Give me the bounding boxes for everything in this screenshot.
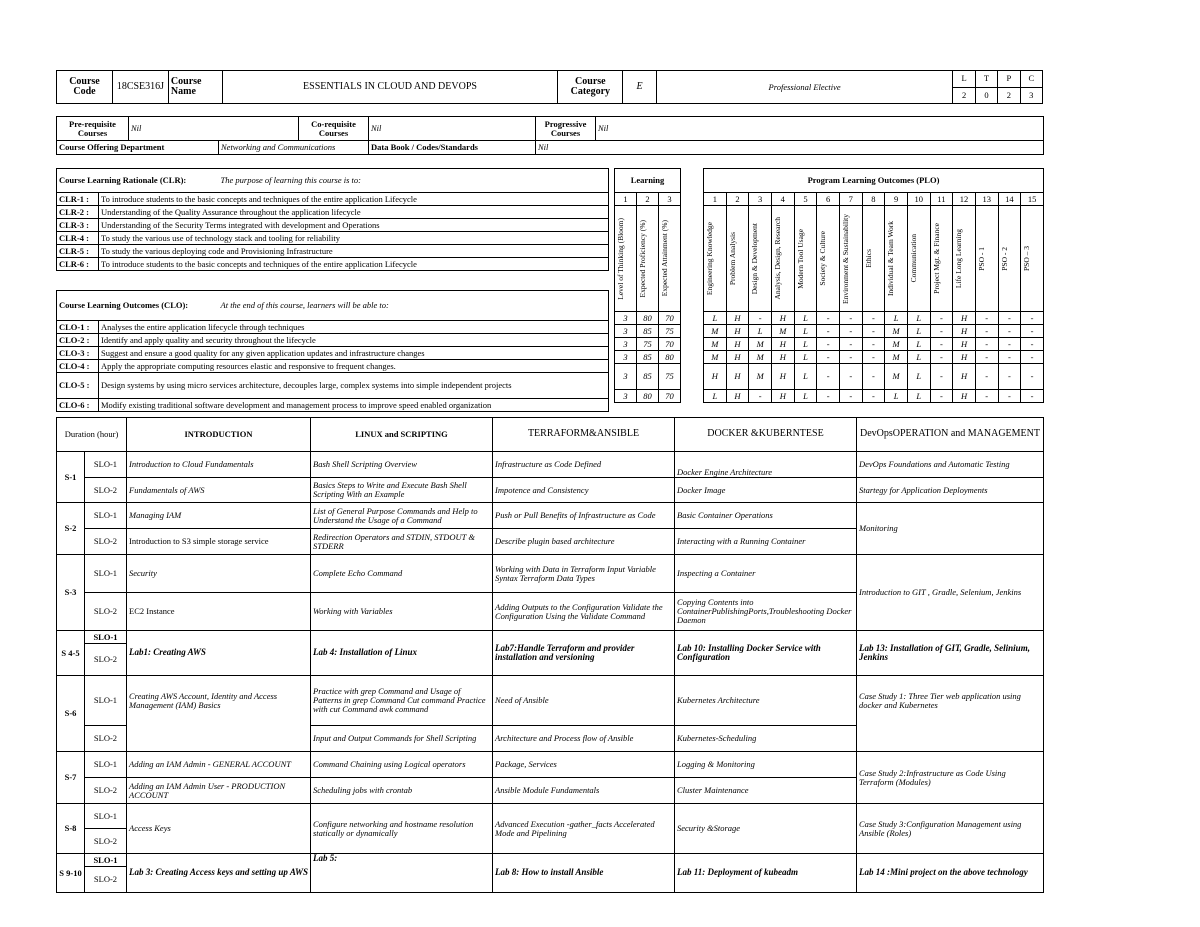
plo-value: - bbox=[862, 338, 885, 351]
unit-header: LINUX and SCRIPTING bbox=[311, 418, 493, 452]
plo-label: Individual & Team Work bbox=[886, 220, 896, 297]
course-category: E bbox=[623, 71, 657, 104]
plo-num: 4 bbox=[771, 193, 794, 206]
plo-value: - bbox=[862, 390, 885, 403]
clr-purpose: The purpose of learning this course is to: bbox=[219, 169, 609, 193]
unit-header: TERRAFORM&ANSIBLE bbox=[493, 418, 675, 452]
clo-code: CLO-5 : bbox=[57, 373, 99, 399]
topic-cell: Architecture and Process flow of Ansible bbox=[493, 726, 675, 752]
plo-label: Communication bbox=[908, 234, 918, 283]
ltpc-header: P bbox=[998, 71, 1020, 88]
plo-value: H bbox=[953, 312, 976, 325]
learning-value: 3 bbox=[615, 325, 637, 338]
learning-label: Expected Proficiency (%) bbox=[638, 219, 647, 298]
learning-title: Learning bbox=[615, 169, 681, 193]
topic-cell: Advanced Execution -gather_facts Accelerated Mode and Pipelining bbox=[493, 804, 675, 854]
plo-value: - bbox=[839, 338, 862, 351]
topic-cell: Configure networking and hostname resolution statically or dynamically bbox=[311, 804, 493, 854]
clr-code: CLR-6 : bbox=[57, 258, 99, 271]
plo-value: - bbox=[998, 390, 1021, 403]
clr-text: Understanding of the Security Terms integrated with development and Operations bbox=[99, 219, 609, 232]
plo-value: - bbox=[817, 364, 840, 390]
topic-cell: Docker Engine Architecture bbox=[675, 452, 857, 478]
plo-value: L bbox=[794, 351, 817, 364]
topic-cell: Startegy for Application Deployments bbox=[857, 478, 1044, 503]
ltpc-header: L bbox=[953, 71, 975, 88]
plo-label: Design & Development bbox=[750, 222, 760, 295]
plo-value: H bbox=[771, 312, 794, 325]
clr-text: To introduce students to the basic concepts and techniques of the entire application Lifecycle bbox=[99, 258, 609, 271]
plo-value: L bbox=[794, 390, 817, 403]
lab-cell: Lab 5: bbox=[311, 854, 493, 893]
progressive-value: Nil bbox=[596, 117, 1044, 141]
plo-value: L bbox=[794, 312, 817, 325]
plo-value: - bbox=[862, 325, 885, 338]
plo-value: - bbox=[1021, 325, 1044, 338]
plo-num: 11 bbox=[930, 193, 953, 206]
plo-label: Society & Culture bbox=[818, 231, 828, 286]
slo-label: SLO-2 bbox=[85, 478, 127, 503]
plo-value: - bbox=[998, 338, 1021, 351]
plo-label: Environment & Sustainability bbox=[840, 213, 850, 304]
lab-cell: Lab 11: Deployment of kubeadm bbox=[675, 854, 857, 893]
slo-label: SLO-1 bbox=[85, 854, 127, 867]
plo-value: - bbox=[930, 364, 953, 390]
plo-label: Project Mgt. & Finance bbox=[931, 223, 941, 294]
topic-cell: Input and Output Commands for Shell Scripting bbox=[311, 726, 493, 752]
plo-value: H bbox=[771, 390, 794, 403]
learning-num: 3 bbox=[659, 193, 681, 206]
clr-code: CLR-5 : bbox=[57, 245, 99, 258]
topic-cell: Package, Services bbox=[493, 752, 675, 778]
course-header-table bbox=[56, 70, 1043, 104]
session-label: S-6 bbox=[57, 676, 85, 752]
plo-value: - bbox=[817, 351, 840, 364]
clo-code: CLO-1 : bbox=[57, 321, 99, 334]
slo-label: SLO-1 bbox=[85, 452, 127, 478]
databook-label: Data Book / Codes/Standards bbox=[369, 141, 536, 155]
clr-header: Course Learning Rationale (CLR): bbox=[57, 169, 219, 193]
plo-num: 15 bbox=[1021, 193, 1044, 206]
plo-value: H bbox=[953, 364, 976, 390]
topic-cell: Monitoring bbox=[857, 503, 1044, 555]
lab-cell: Lab 8: How to install Ansible bbox=[493, 854, 675, 893]
plo-value: M bbox=[885, 351, 908, 364]
clo-text: Analyses the entire application lifecycle through techniques bbox=[99, 321, 609, 334]
clr-text: To introduce students to the basic concepts and techniques of the entire application Lifecycle bbox=[99, 193, 609, 206]
slo-label: SLO-2 bbox=[85, 644, 127, 676]
plo-value: M bbox=[704, 351, 727, 364]
topic-cell: Inspecting a Container bbox=[675, 555, 857, 593]
learning-value: 70 bbox=[659, 390, 681, 403]
slo-label: SLO-2 bbox=[85, 593, 127, 631]
plo-value: M bbox=[749, 351, 772, 364]
plo-value: - bbox=[930, 390, 953, 403]
ltpc-header: T bbox=[975, 71, 997, 88]
slo-label: SLO-2 bbox=[85, 829, 127, 854]
slo-label: SLO-1 bbox=[85, 555, 127, 593]
plo-value: - bbox=[817, 312, 840, 325]
slo-label: SLO-2 bbox=[85, 726, 127, 752]
topic-cell: Creating AWS Account, Identity and Access Management (IAM) Basics bbox=[127, 676, 311, 752]
plo-value: H bbox=[704, 364, 727, 390]
plo-value: H bbox=[771, 338, 794, 351]
plo-title: Program Learning Outcomes (PLO) bbox=[704, 169, 1044, 193]
unit-header: DevOpsOPERATION and MANAGEMENT bbox=[857, 418, 1044, 452]
topic-cell: Need of Ansible bbox=[493, 676, 675, 726]
topic-cell: Command Chaining using Logical operators bbox=[311, 752, 493, 778]
plo-value: M bbox=[885, 338, 908, 351]
lab-cell: Lab 3: Creating Access keys and setting up AWS bbox=[127, 854, 311, 893]
session-label: S 4-5 bbox=[57, 631, 85, 676]
learning-num: 1 bbox=[615, 193, 637, 206]
topic-cell: Logging & Monitoring bbox=[675, 752, 857, 778]
ltpc-value: 2 bbox=[998, 87, 1020, 104]
plo-value: - bbox=[1021, 338, 1044, 351]
plo-value: - bbox=[839, 351, 862, 364]
plo-value: M bbox=[885, 325, 908, 338]
schedule-table bbox=[56, 417, 1044, 893]
plo-value: - bbox=[975, 338, 998, 351]
topic-cell: Ansible Module Fundamentals bbox=[493, 778, 675, 804]
plo-value: - bbox=[1021, 364, 1044, 390]
plo-value: H bbox=[953, 351, 976, 364]
plo-value: L bbox=[704, 390, 727, 403]
topic-cell: Security bbox=[127, 555, 311, 593]
plo-value: H bbox=[726, 390, 749, 403]
plo-value: H bbox=[771, 351, 794, 364]
plo-num: 12 bbox=[953, 193, 976, 206]
plo-value: M bbox=[749, 364, 772, 390]
topic-cell: List of General Purpose Commands and Help to Understand the Usage of a Command bbox=[311, 503, 493, 529]
plo-num: 10 bbox=[907, 193, 930, 206]
plo-value: - bbox=[998, 325, 1021, 338]
ltpc-value: 0 bbox=[975, 87, 997, 104]
plo-label: Modern Tool Usage bbox=[795, 228, 805, 289]
course-code-label: Course Code bbox=[57, 71, 113, 104]
learning-value: 3 bbox=[615, 351, 637, 364]
plo-label: Engineering Knowledge bbox=[705, 221, 714, 296]
clr-clo-table bbox=[56, 168, 609, 412]
plo-num: 5 bbox=[794, 193, 817, 206]
plo-value: L bbox=[794, 325, 817, 338]
plo-value: L bbox=[907, 338, 930, 351]
plo-value: - bbox=[998, 351, 1021, 364]
slo-label: SLO-1 bbox=[85, 631, 127, 644]
plo-value: H bbox=[771, 364, 794, 390]
plo-value: - bbox=[1021, 312, 1044, 325]
clr-code: CLR-4 : bbox=[57, 232, 99, 245]
prereq-label: Pre-requisite Courses bbox=[57, 117, 129, 141]
topic-cell: Adding Outputs to the Configuration Validate the Configuration Using the Validate Command bbox=[493, 593, 675, 631]
slo-label: SLO-1 bbox=[85, 676, 127, 726]
plo-value: M bbox=[885, 364, 908, 390]
topic-cell: Redirection Operators and STDIN, STDOUT & STDERR bbox=[311, 529, 493, 555]
learning-value: 75 bbox=[637, 338, 659, 351]
clr-code: CLR-1 : bbox=[57, 193, 99, 206]
plo-value: - bbox=[998, 364, 1021, 390]
plo-value: L bbox=[907, 312, 930, 325]
course-name-label: Course Name bbox=[168, 71, 222, 104]
clo-code: CLO-3 : bbox=[57, 347, 99, 360]
learning-value: 75 bbox=[659, 364, 681, 390]
topic-cell: Scheduling jobs with crontab bbox=[311, 778, 493, 804]
topic-cell: Complete Echo Command bbox=[311, 555, 493, 593]
learning-value: 70 bbox=[659, 312, 681, 325]
learning-value: 80 bbox=[637, 390, 659, 403]
plo-num: 13 bbox=[975, 193, 998, 206]
ltpc-header: C bbox=[1020, 71, 1042, 88]
session-label: S-2 bbox=[57, 503, 85, 555]
learning-value: 3 bbox=[615, 390, 637, 403]
ltpc-value: 3 bbox=[1020, 87, 1042, 104]
plo-label: PSO - 2 bbox=[999, 246, 1009, 271]
duration-header: Duration (hour) bbox=[57, 418, 127, 452]
topic-cell: Case Study 3:Configuration Management using Ansible (Roles) bbox=[857, 804, 1044, 854]
lab-cell: Lab 4: Installation of Linux bbox=[311, 631, 493, 676]
plo-value: - bbox=[862, 364, 885, 390]
session-label: S-7 bbox=[57, 752, 85, 804]
plo-value: L bbox=[885, 312, 908, 325]
plo-value: H bbox=[726, 312, 749, 325]
topic-cell: Case Study 2:Infrastructure as Code Using Terraform (Modules) bbox=[857, 752, 1044, 804]
learning-value: 85 bbox=[637, 364, 659, 390]
plo-value: - bbox=[998, 312, 1021, 325]
learning-value: 80 bbox=[637, 312, 659, 325]
course-type: Professional Elective bbox=[656, 71, 953, 104]
plo-value: - bbox=[975, 325, 998, 338]
plo-num: 2 bbox=[726, 193, 749, 206]
plo-value: H bbox=[953, 390, 976, 403]
clo-text: Identify and apply quality and security throughout the lifecycle bbox=[99, 334, 609, 347]
topic-cell: Managing IAM bbox=[127, 503, 311, 529]
learning-label: Expected Attainment (%) bbox=[660, 220, 669, 297]
lab-cell: Lab 13: Installation of GIT, Gradle, Selinium, Jenkins bbox=[857, 631, 1044, 676]
plo-value: L bbox=[907, 364, 930, 390]
topic-cell: Practice with grep Command and Usage of Patterns in grep Command Cut command Practice with cut Command awk command bbox=[311, 676, 493, 726]
learning-num: 2 bbox=[637, 193, 659, 206]
topic-cell: Basic Container Operations bbox=[675, 503, 857, 529]
topic-cell: Working with Data in Terraform Input Variable Syntax Terraform Data Types bbox=[493, 555, 675, 593]
session-label: S-1 bbox=[57, 452, 85, 503]
plo-value: - bbox=[749, 390, 772, 403]
topic-cell: Security &Storage bbox=[675, 804, 857, 854]
plo-num: 3 bbox=[749, 193, 772, 206]
learning-value: 85 bbox=[637, 325, 659, 338]
learning-label: Level of Thinking (Bloom) bbox=[616, 217, 625, 300]
topic-cell: Introduction to Cloud Fundamentals bbox=[127, 452, 311, 478]
clr-text: To study the various deploying code and Provisioning Infrastructure bbox=[99, 245, 609, 258]
topic-cell: Copying Contents into ContainerPublishingPorts,Troubleshooting Docker Daemon bbox=[675, 593, 857, 631]
plo-num: 14 bbox=[998, 193, 1021, 206]
slo-label: SLO-1 bbox=[85, 804, 127, 829]
course-code: 18CSE316J bbox=[112, 71, 168, 104]
clo-text: Design systems by using micro services architecture, decouples large, complex systems into simple independent projects bbox=[99, 373, 609, 399]
topic-cell: Describe plugin based architecture bbox=[493, 529, 675, 555]
learning-value: 3 bbox=[615, 364, 637, 390]
prereq-value: Nil bbox=[129, 117, 299, 141]
clo-code: CLO-6 : bbox=[57, 399, 99, 412]
learning-value: 75 bbox=[659, 325, 681, 338]
plo-num: 1 bbox=[704, 193, 727, 206]
session-label: S-3 bbox=[57, 555, 85, 631]
plo-value: - bbox=[839, 390, 862, 403]
learning-value: 70 bbox=[659, 338, 681, 351]
plo-value: - bbox=[930, 312, 953, 325]
learning-value: 80 bbox=[659, 351, 681, 364]
plo-value: M bbox=[704, 325, 727, 338]
topic-cell: EC2 Instance bbox=[127, 593, 311, 631]
clr-code: CLR-3 : bbox=[57, 219, 99, 232]
lab-cell: Lab7:Handle Terraform and provider installation and versioning bbox=[493, 631, 675, 676]
plo-value: - bbox=[975, 312, 998, 325]
plo-value: H bbox=[726, 351, 749, 364]
plo-value: L bbox=[907, 390, 930, 403]
coreq-value: Nil bbox=[369, 117, 536, 141]
plo-label: Problem Analysis bbox=[727, 231, 737, 286]
clr-text: To study the various use of technology stack and tooling for reliability bbox=[99, 232, 609, 245]
plo-value: L bbox=[885, 390, 908, 403]
plo-value: - bbox=[975, 390, 998, 403]
topic-cell: DevOps Foundations and Automatic Testing bbox=[857, 452, 1044, 478]
clo-purpose: At the end of this course, learners will be able to: bbox=[219, 291, 609, 321]
plo-label: PSO – 3 bbox=[1022, 245, 1032, 271]
plo-value: - bbox=[930, 338, 953, 351]
plo-value: - bbox=[930, 351, 953, 364]
plo-value: L bbox=[907, 351, 930, 364]
prerequisite-table bbox=[56, 116, 1044, 155]
plo-label: Life Long Learning bbox=[954, 228, 964, 289]
coreq-label: Co-requisite Courses bbox=[299, 117, 369, 141]
topic-cell: Infrastructure as Code Defined bbox=[493, 452, 675, 478]
plo-value: L bbox=[704, 312, 727, 325]
topic-cell: Case Study 1: Three Tier web application using docker and Kubernetes bbox=[857, 676, 1044, 752]
lab-cell: Lab1: Creating AWS bbox=[127, 631, 311, 676]
plo-value: - bbox=[862, 312, 885, 325]
clo-text: Suggest and ensure a good quality for any given application updates and infrastructure changes bbox=[99, 347, 609, 360]
plo-label: Ethics bbox=[863, 249, 873, 268]
plo-value: - bbox=[839, 312, 862, 325]
topic-cell: Access Keys bbox=[127, 804, 311, 854]
plo-value: M bbox=[749, 338, 772, 351]
plo-value: - bbox=[839, 325, 862, 338]
learning-value: 3 bbox=[615, 312, 637, 325]
plo-value: L bbox=[907, 325, 930, 338]
topic-cell: Adding an IAM Admin - GENERAL ACCOUNT bbox=[127, 752, 311, 778]
session-label: S-8 bbox=[57, 804, 85, 854]
plo-value: - bbox=[975, 364, 998, 390]
plo-value: - bbox=[862, 351, 885, 364]
plo-value: L bbox=[794, 364, 817, 390]
plo-value: H bbox=[726, 325, 749, 338]
course-name: ESSENTIALS IN CLOUD AND DEVOPS bbox=[222, 71, 558, 104]
plo-num: 7 bbox=[839, 193, 862, 206]
clo-code: CLO-2 : bbox=[57, 334, 99, 347]
plo-value: - bbox=[817, 338, 840, 351]
dept-value: Networking and Communications bbox=[219, 141, 369, 155]
progressive-label: Progressive Courses bbox=[536, 117, 596, 141]
plo-value: M bbox=[771, 325, 794, 338]
plo-value: - bbox=[930, 325, 953, 338]
clr-text: Understanding of the Quality Assurance throughout the application lifecycle bbox=[99, 206, 609, 219]
clo-code: CLO-4 : bbox=[57, 360, 99, 373]
session-label: S 9-10 bbox=[57, 854, 85, 893]
plo-value: - bbox=[817, 325, 840, 338]
topic-cell: Introduction to GIT , Gradle, Selenium, Jenkins bbox=[857, 555, 1044, 631]
slo-label: SLO-2 bbox=[85, 867, 127, 893]
topic-cell: Push or Pull Benefits of Infrastructure as Code bbox=[493, 503, 675, 529]
plo-value: H bbox=[726, 364, 749, 390]
plo-num: 6 bbox=[817, 193, 840, 206]
topic-cell: Kubernetes-Scheduling bbox=[675, 726, 857, 752]
plo-num: 8 bbox=[862, 193, 885, 206]
plo-value: - bbox=[975, 351, 998, 364]
topic-cell: Kubernetes Architecture bbox=[675, 676, 857, 726]
plo-value: - bbox=[839, 364, 862, 390]
plo-value: - bbox=[749, 312, 772, 325]
plo-label: PSO - 1 bbox=[976, 246, 986, 271]
plo-value: M bbox=[704, 338, 727, 351]
learning-table bbox=[614, 168, 681, 403]
clo-text: Modify existing traditional software development and management process to improve speed enabled organization bbox=[99, 399, 609, 412]
slo-label: SLO-1 bbox=[85, 752, 127, 778]
slo-label: SLO-1 bbox=[85, 503, 127, 529]
slo-label: SLO-2 bbox=[85, 778, 127, 804]
plo-table bbox=[703, 168, 1044, 403]
unit-header: DOCKER &KUBERNTESE bbox=[675, 418, 857, 452]
dept-label: Course Offering Department bbox=[57, 141, 219, 155]
lab-cell: Lab 14 :Mini project on the above technology bbox=[857, 854, 1044, 893]
learning-value: 85 bbox=[637, 351, 659, 364]
plo-label: Analysis, Design, Research bbox=[772, 217, 782, 300]
plo-value: - bbox=[817, 390, 840, 403]
clr-code: CLR-2 : bbox=[57, 206, 99, 219]
plo-value: - bbox=[1021, 351, 1044, 364]
clo-header: Course Learning Outcomes (CLO): bbox=[57, 291, 219, 321]
plo-value: H bbox=[953, 325, 976, 338]
plo-num: 9 bbox=[885, 193, 908, 206]
databook-value: Nil bbox=[536, 141, 1044, 155]
topic-cell: Interacting with a Running Container bbox=[675, 529, 857, 555]
plo-value: L bbox=[749, 325, 772, 338]
plo-value: H bbox=[953, 338, 976, 351]
unit-header: INTRODUCTION bbox=[127, 418, 311, 452]
topic-cell: Working with Variables bbox=[311, 593, 493, 631]
clo-text: Apply the appropriate computing resources elastic and responsive to frequent changes. bbox=[99, 360, 609, 373]
topic-cell: Cluster Maintenance bbox=[675, 778, 857, 804]
learning-value: 3 bbox=[615, 338, 637, 351]
topic-cell: Docker Image bbox=[675, 478, 857, 503]
topic-cell: Basics Steps to Write and Execute Bash Shell Scripting With an Example bbox=[311, 478, 493, 503]
plo-value: - bbox=[1021, 390, 1044, 403]
course-category-label: Course Category bbox=[558, 71, 623, 104]
topic-cell: Adding an IAM Admin User - PRODUCTION ACCOUNT bbox=[127, 778, 311, 804]
topic-cell: Introduction to S3 simple storage service bbox=[127, 529, 311, 555]
ltpc-value: 2 bbox=[953, 87, 975, 104]
lab-cell: Lab 10: Installing Docker Service with Configuration bbox=[675, 631, 857, 676]
plo-value: L bbox=[794, 338, 817, 351]
plo-value: H bbox=[726, 338, 749, 351]
topic-cell: Impotence and Consistency bbox=[493, 478, 675, 503]
topic-cell: Bash Shell Scripting Overview bbox=[311, 452, 493, 478]
slo-label: SLO-2 bbox=[85, 529, 127, 555]
topic-cell: Fundamentals of AWS bbox=[127, 478, 311, 503]
